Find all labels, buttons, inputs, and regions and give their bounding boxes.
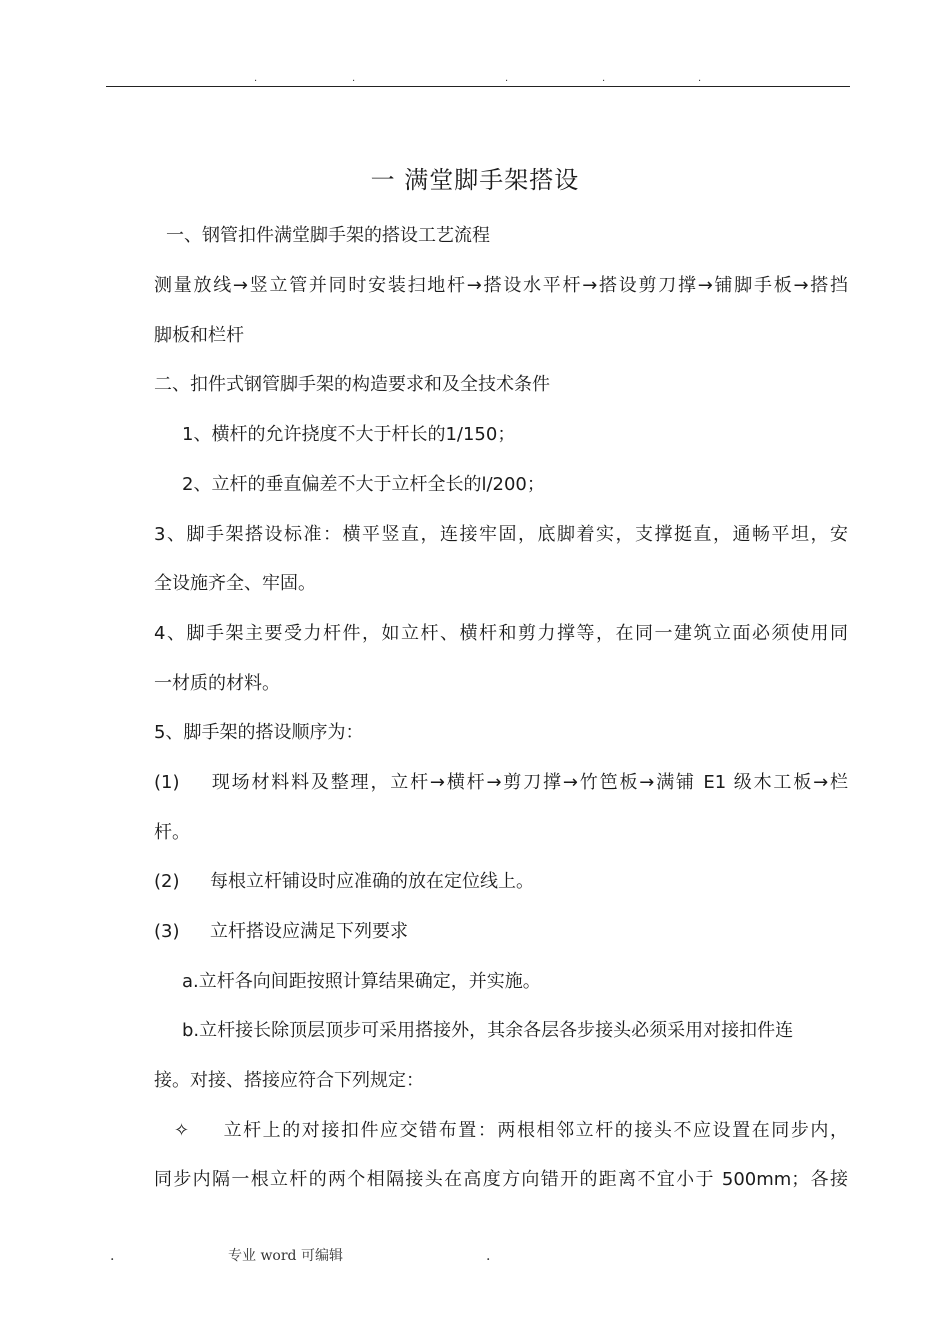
header-dot: . xyxy=(352,73,356,84)
footer-dot: . xyxy=(486,1248,491,1264)
item-text: 立杆上的对接扣件应交错布置：两根相邻立杆的接头不应设置在同步内， xyxy=(222,1120,848,1141)
footer-text: 专业 word 可编辑 xyxy=(228,1248,343,1264)
item-text: 每根立杆铺设时应准确的放在定位线上。 xyxy=(210,871,534,892)
header-dot: . xyxy=(505,73,509,84)
list-item: 2、立杆的垂直偏差不大于立杆全长的l/200； xyxy=(182,474,545,495)
paragraph-line: 脚板和栏杆 xyxy=(154,325,244,346)
paragraph-line: 同步内隔一根立杆的两个相隔接头在高度方向错开的距离不宜小于 500mm；各接 xyxy=(154,1169,848,1190)
item-number: (3) xyxy=(154,921,180,942)
list-item: 4、脚手架主要受力杆件，如立杆、横杆和剪力撑等，在同一建筑立面必须使用同 xyxy=(154,623,848,644)
list-item: 5、脚手架的搭设顺序为： xyxy=(154,722,364,743)
section-heading-1: 一、钢管扣件满堂脚手架的搭设工艺流程 xyxy=(166,225,490,246)
list-item: 1、横杆的允许挠度不大于杆长的1/150； xyxy=(182,424,516,445)
section-heading-2: 二、扣件式钢管脚手架的构造要求和及全技术条件 xyxy=(154,374,550,395)
list-item: 3、脚手架搭设标准：横平竖直，连接牢固，底脚着实，支撑挺直，通畅平坦，安 xyxy=(154,524,848,545)
diamond-bullet-icon: ✧ xyxy=(174,1120,190,1141)
item-text: 现场材料料及整理，立杆→横杆→剪刀撑→竹笆板→满铺 E1 级木工板→栏 xyxy=(210,772,848,793)
header-rule xyxy=(106,86,850,87)
item-text: 立杆搭设应满足下列要求 xyxy=(210,921,408,942)
paragraph-line: 一材质的材料。 xyxy=(154,673,280,694)
numbered-item xyxy=(154,917,854,947)
header-dot: . xyxy=(254,73,258,84)
item-number: (2) xyxy=(154,871,180,892)
header-dot: . xyxy=(698,73,702,84)
sub-item: a.立杆各向间距按照计算结果确定，并实施。 xyxy=(182,971,541,992)
numbered-item xyxy=(154,768,848,798)
paragraph-line: 测量放线→竖立管并同时安装扫地杆→搭设水平杆→搭设剪刀撑→铺脚手板→搭挡 xyxy=(154,275,848,296)
bullet-item xyxy=(174,1116,848,1146)
header-dot: . xyxy=(602,73,606,84)
item-number: (1) xyxy=(154,772,180,793)
paragraph-line: 接。对接、搭接应符合下列规定： xyxy=(154,1070,424,1091)
page-title: 一 满堂脚手架搭设 xyxy=(370,166,580,194)
numbered-item xyxy=(154,867,854,897)
footer-dot: . xyxy=(110,1248,115,1264)
sub-item: b.立杆接长除顶层顶步可采用搭接外，其余各层各步接头必须采用对接扣件连 xyxy=(182,1020,794,1041)
paragraph-line: 杆。 xyxy=(154,822,190,843)
paragraph-line: 全设施齐全、牢固。 xyxy=(154,573,316,594)
